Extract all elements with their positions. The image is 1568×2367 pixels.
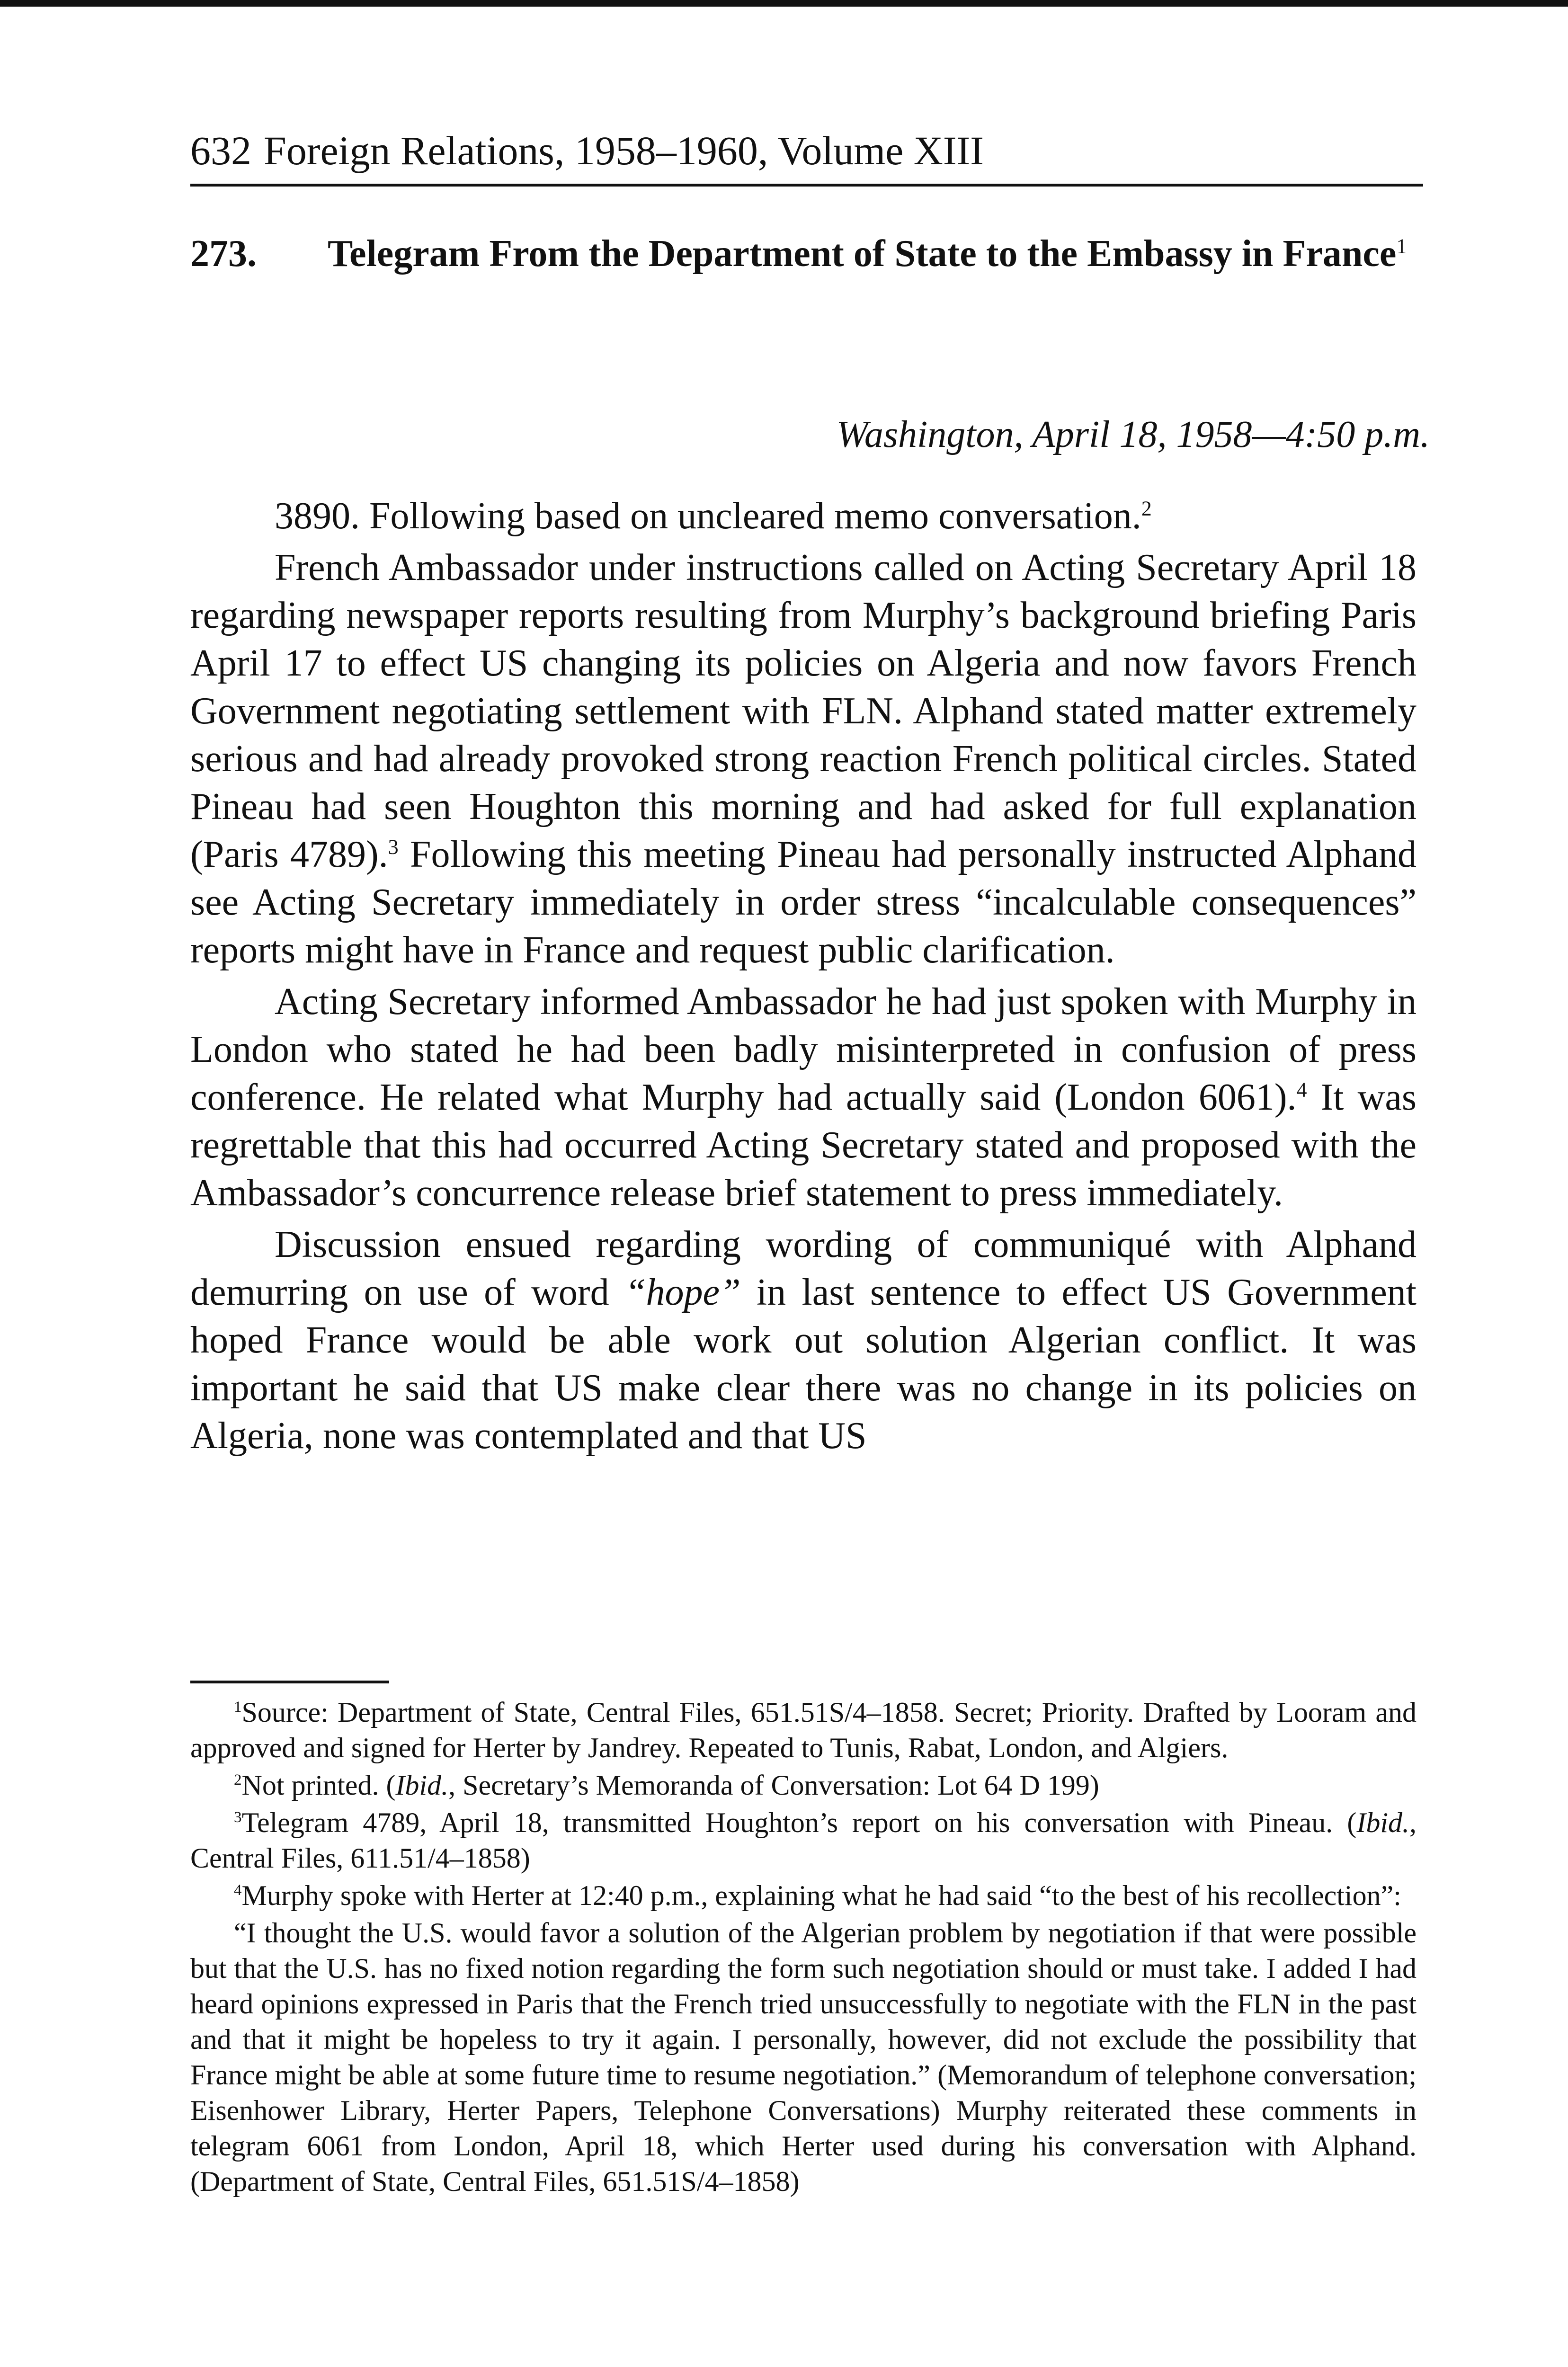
header-rule <box>190 184 1423 187</box>
scan-edge <box>0 0 1568 7</box>
footnote-3-ibid: Ibid. <box>1356 1807 1409 1838</box>
footnote-4 <box>190 1878 1417 1913</box>
footnote-ref-1: 1 <box>1396 234 1407 258</box>
footnote-3 <box>190 1805 1417 1876</box>
footnote-3-text-a: Telegram 4789, April 18, transmitted Houghton’s report on his conversation with Pineau. ( <box>241 1807 1357 1838</box>
document-number: 273. <box>190 233 257 275</box>
footnote-1-text: Source: Department of State, Central Files, 651.51S/4–1858. Secret; Priority. Drafted by Looram and approved and signed for Herter by Jandrey. Repeated to Tunis, Rabat, London, and Algiers. <box>190 1697 1417 1763</box>
footnote-2-text-a: Not printed. ( <box>241 1770 396 1801</box>
volume-title: Foreign Relations, 1958–1960, Volume XIII <box>264 128 984 173</box>
footnote-ref-2: 2 <box>1141 497 1152 520</box>
paragraph-3 <box>190 978 1417 1217</box>
document-title <box>328 231 1421 276</box>
document-title-text: Telegram From the Department of State to the Embassy in France <box>328 233 1397 275</box>
paragraph-3-text-a: Acting Secretary informed Ambassador he had just spoken with Murphy in London who stated he had been badly misinterpreted in confusion of press conference. He related what Murphy had actually said (London 6061). <box>190 981 1417 1118</box>
paragraph-1 <box>190 492 1417 540</box>
footnote-4-mark: 4 <box>234 1882 242 1899</box>
footnotes <box>190 1695 1417 2201</box>
footnote-2-ibid: Ibid. <box>395 1770 449 1801</box>
paragraph-1-text: 3890. Following based on uncleared memo conversation. <box>275 495 1141 537</box>
footnote-rule <box>190 1681 389 1683</box>
footnote-3-text-b: , Central Files, 611.51/4–1858) <box>190 1807 1417 1874</box>
footnote-1 <box>190 1695 1417 1766</box>
paragraph-4-text-a: Discussion ensued regarding wording of communiqué with Alphand demurring on use of word <box>190 1224 1417 1313</box>
footnote-2-mark: 2 <box>234 1771 242 1789</box>
paragraph-4-emphasis: “hope” <box>624 1272 741 1313</box>
footnote-4-quote: “I thought the U.S. would favor a solution of the Algerian problem by negotiation if that were possible but that the U.S. has no fixed notion regarding the form such negotiation should or must take. I added I had heard opinions expressed in Paris that the French tried unsuccessfully to negotiate with the FLN in the past and that it might be hopeless to try it again. I personally, however, did not exclude the possibility that France might be able at some future time to resume negotiation.” (Memorandum of telephone conversation; Eisenhower Library, Herter Papers, Telephone Conversations) Murphy reiterated these comments in telegram 6061 from London, April 18, which Herter used during his conversation with Alphand. (Department of State, Central Files, 651.51S/4–1858) <box>190 1917 1417 2197</box>
footnote-3-mark: 3 <box>234 1809 242 1826</box>
paragraph-4 <box>190 1221 1417 1460</box>
footnote-4-text: Murphy spoke with Herter at 12:40 p.m., explaining what he had said “to the best of his recollection”: <box>241 1880 1401 1911</box>
paragraph-2-text-b: Following this meeting Pineau had personally instructed Alphand see Acting Secretary immediately in order stress “incalculable consequences” reports might have in France and request public clarification. <box>190 834 1417 971</box>
footnote-1-mark: 1 <box>234 1699 242 1716</box>
footnote-2 <box>190 1768 1417 1803</box>
paragraph-2-text-a: French Ambassador under instructions called on Acting Secretary April 18 regarding newspaper reports resulting from Murphy’s background briefing Paris April 17 to effect US changing its policies on Algeria and now favors French Government negotiating settlement with FLN. Alphand stated matter extremely serious and had already provoked strong reaction French political circles. Stated Pineau had seen Houghton this morning and had asked for full explanation (Paris 4789). <box>190 547 1417 875</box>
telegram-body <box>190 492 1417 1464</box>
running-head <box>190 127 984 174</box>
paragraph-3-text-b: It was regrettable that this had occurred Acting Secretary stated and proposed with the Ambassador’s concurrence release brief statement to press immediately. <box>190 1077 1417 1214</box>
footnote-ref-4: 4 <box>1296 1078 1307 1102</box>
footnote-ref-3: 3 <box>388 835 399 859</box>
paragraph-4-text-b: in last sentence to effect US Government hoped France would be able work out solution Algerian conflict. It was important he said that US make clear there was no change in its policies on Algeria, none was contemplated and that US <box>190 1272 1417 1457</box>
footnote-2-text-b: , Secretary’s Memoranda of Conversation: Lot 64 D 199) <box>448 1770 1099 1801</box>
page-number: 632 <box>190 128 251 173</box>
dateline: Washington, April 18, 1958—4:50 p.m. <box>836 414 1430 455</box>
paragraph-2 <box>190 544 1417 974</box>
